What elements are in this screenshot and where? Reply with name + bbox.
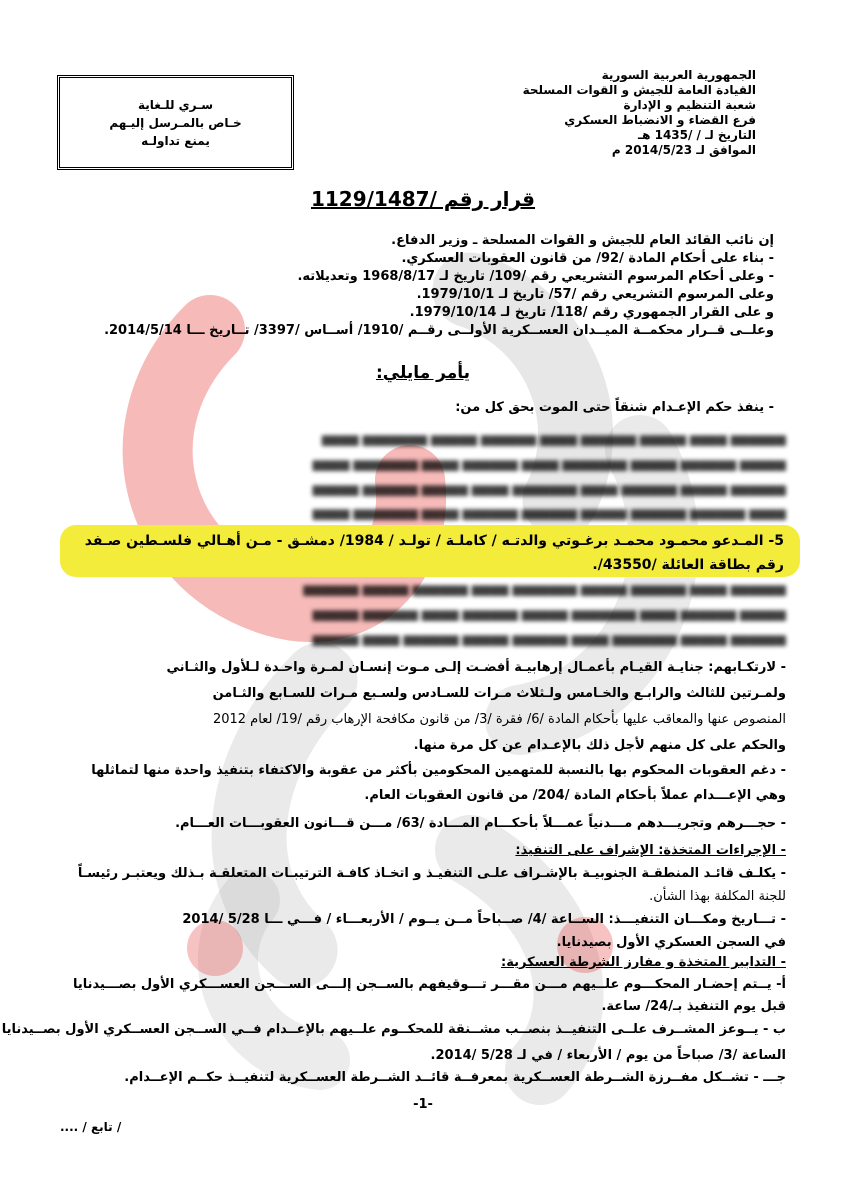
- preamble-line: إن نائب القائد العام للجيش و القوات المسلحة ـ وزير الدفاع.: [391, 233, 774, 248]
- body-line: - تـــاريخ ومكـــان التنفيـــذ: الســاعة /4/ صــباحاً مــن يــوم / الأربعـــاء / فـــي ـــا 5/28 /2014: [182, 912, 786, 927]
- decision-title: قرار رقم /1129/1487: [310, 187, 536, 211]
- body-line: المنصوص عنها والمعاقب عليها بأحكام المادة /6/ فقرة /3/ من قانون مكافحة الإرهاب رقم /19/ لعام 2012: [212, 712, 786, 727]
- classification-line: يمنع تداولـه: [141, 133, 210, 148]
- body-line: والحكم على كل منهم لأجل ذلك بالإعـدام عن كل مرة منها.: [413, 738, 786, 753]
- body-line: الساعة /3/ صباحاً من يوم / الأربعاء / في لـ 5/28 /2014.: [430, 1048, 786, 1063]
- preamble-line: وعلى المرسوم التشريعي رقم /57/ تاريخ لـ 1979/10/1.: [416, 287, 774, 302]
- body-line: - يكلـف قائـد المنطقـة الجنوبيـة بالإشـراف علـى التنفيـذ و اتخـاذ كافـة الترتيبـات المتعلقـة بـذلك ويعتبـر رئيسـاً: [77, 866, 786, 881]
- body-line: - لارتكـابهم: جنايـة القيـام بأعمـال إرهابيـة أفضـت إلـى مـوت إنسـان لمـرة واحـدة لـلأول والثـاني: [166, 660, 786, 675]
- preamble-line: - بناء على أحكام المادة /92/ من قانون العقوبات العسكري.: [401, 251, 774, 266]
- body-line: للجنة المكلفة بهذا الشأن.: [649, 889, 786, 904]
- body-line: - حجـــرهم وتجريـــدهم مـــدنياً عمـــلاً بأحكـــام المـــادة /63/ مـــن قـــانون العقوبـــات العـــام.: [175, 816, 786, 831]
- section-heading: - التدابير المتخذة و مفارز الشرطة العسكرية:: [501, 955, 786, 970]
- classification-box: [57, 75, 294, 170]
- section-heading: - الإجراءات المتخذة: الإشراف على التنفيذ:: [515, 843, 786, 858]
- header-line: الجمهورية العربية السورية: [601, 68, 756, 82]
- redacted-line: ▆▆▆▆▆ ▆▆▆▆▆▆ ▆▆▆▆ ▆▆▆▆▆▆▆ ▆▆▆▆▆ ▆▆▆▆▆▆ ▆▆▆▆ ▆▆▆▆▆▆ ▆▆▆▆▆: [312, 607, 786, 621]
- classification-line: سـري للـغاية: [137, 97, 214, 112]
- body-line: قبل يوم التنفيذ بـ/24/ ساعة.: [601, 999, 786, 1014]
- body-line: ب - يــوعز المشــرف علــى التنفيــذ بنصــب مشــنقة للمحكــوم علــيهم بالإعــدام فــي الســجن العســكري الأول بصــيدنايا: [1, 1022, 786, 1037]
- body-line: - دغم العقوبات المحكوم بها بالنسبة للمتهمين المحكومين بأكثر من عقوبة والاكتفاء بتنفيذ واحدة منها لتماثلها: [91, 763, 786, 778]
- header-line: القيادة العامة للجيش و القوات المسلحة: [522, 83, 756, 97]
- body-line: جـــ - تشــكل مفــرزة الشــرطة العســكرية بمعرفــة قائــد الشــرطة العســكرية لتنفيــذ حكــم الإعــدام.: [124, 1070, 786, 1085]
- continued-note: / تابع / ....: [60, 1120, 122, 1134]
- preamble-line: - وعلى أحكام المرسوم التشريعي رقم /109/ تاريخ لـ 1968/8/17 وتعديلاته.: [297, 269, 774, 284]
- header-date-hijri: التاريخ لـ / /1435 هـ: [637, 128, 756, 142]
- page-number: -1-: [413, 1097, 433, 1112]
- header-block: [456, 68, 756, 158]
- body-line: ولمـرتين للثالث والرابـع والخـامس ولـثلاث مـرات للسـادس ولسـبع مـرات للسـابع والثـامن: [212, 686, 786, 701]
- redacted-line: ▆▆▆▆▆▆ ▆▆▆▆▆ ▆▆▆▆▆▆ ▆▆▆▆ ▆▆▆▆▆▆▆ ▆▆▆▆ ▆▆▆▆▆ ▆▆▆▆▆▆ ▆▆▆▆▆: [312, 482, 786, 496]
- preamble-line: وعلــى قــرار محكمــة الميــدان العســكرية الأولــى رقــم /1910/ أســاس /3397/ تــاريخ ـــا 2014/5/14.: [104, 323, 774, 338]
- body-line: في السجن العسكري الأول بصيدنايا.: [556, 935, 786, 950]
- header-date-gregorian: الموافق لـ 2014/5/23 م: [611, 143, 756, 157]
- execution-clause: - ينفذ حكم الإعـدام شنقاً حتى الموت بحق كل من:: [455, 400, 774, 415]
- defendant-5: [54, 529, 784, 577]
- body-line: أ- يــتم إحضـار المحكـــوم علــيهم مـــن مقـــر تـــوقيفهم بالســجن إلـــى الســـجن العســـكري الأول بصـــيدنايا: [72, 977, 786, 992]
- redacted-line: ▆▆▆▆▆▆ ▆▆▆▆ ▆▆▆▆▆▆ ▆▆▆▆▆ ▆▆▆▆▆▆▆ ▆▆▆▆ ▆▆▆▆▆▆ ▆▆▆▆▆ ▆▆▆▆▆▆: [303, 582, 786, 596]
- defendant-5-name: 5- المـدعو محمـود محمـد برغـوتي والدتـه / كاملـة / تولـد / 1984/ دمشـق - مـن أهـالي فلسـطين صـفد: [84, 533, 784, 549]
- defendant-5-family-card: رقم بطاقة العائلة /43550/.: [592, 557, 784, 573]
- orders-heading: يأمر مايلي:: [375, 363, 470, 383]
- redacted-line: ▆▆▆▆▆▆ ▆▆▆▆▆ ▆▆▆▆▆▆▆ ▆▆▆▆ ▆▆▆▆▆▆ ▆▆▆▆▆ ▆▆▆▆▆▆ ▆▆▆▆ ▆▆▆▆▆: [312, 632, 786, 646]
- classification-line: خـاص بالمـرسل إليـهم: [109, 115, 242, 130]
- preamble-line: و على القرار الجمهوري رقم /118/ تاريخ لـ 1979/10/14.: [409, 305, 774, 320]
- body-line: وهي الإعـــدام عملاً بأحكام المادة /204/ من قانون العقوبات العام.: [364, 788, 786, 803]
- redacted-line: ▆▆▆▆▆ ▆▆▆▆▆▆ ▆▆▆▆▆ ▆▆▆▆▆▆▆ ▆▆▆▆ ▆▆▆▆▆▆ ▆▆▆▆ ▆▆▆▆▆▆▆ ▆▆▆▆: [312, 457, 786, 471]
- redacted-line: ▆▆▆▆ ▆▆▆▆▆▆ ▆▆▆▆▆▆ ▆▆▆▆▆ ▆▆▆▆▆▆ ▆▆▆▆▆▆ ▆▆▆▆ ▆▆▆▆▆▆▆ ▆▆▆▆: [312, 506, 786, 520]
- header-line: فرع القضاء و الانضباط العسكري: [564, 113, 756, 127]
- header-line: شعبة التنظيم و الإدارة: [623, 98, 756, 112]
- redacted-line: ▆▆▆▆▆▆ ▆▆▆▆ ▆▆▆▆▆ ▆▆▆▆▆▆ ▆▆▆▆ ▆▆▆▆▆▆ ▆▆▆▆▆ ▆▆▆▆▆▆▆ ▆▆▆▆: [321, 432, 786, 446]
